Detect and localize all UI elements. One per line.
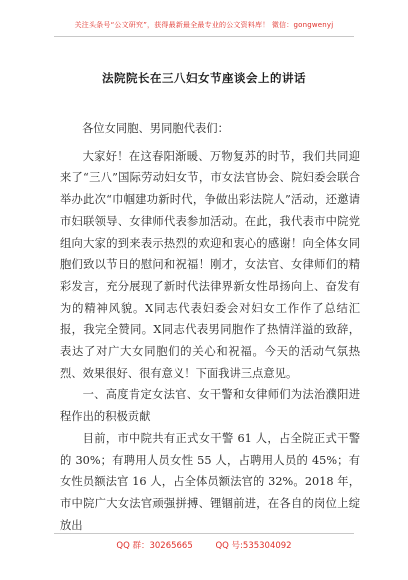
header-divider (54, 36, 354, 37)
footer-contact (0, 539, 408, 551)
footer-qq-group: QQ 群：30265665 (116, 541, 193, 551)
document-body (60, 118, 360, 536)
section-heading-1: 一、高度肯定女法官、女干警和女律师们为法治濮阳进程作出的积极贡献 (60, 388, 360, 424)
header-banner: 关注头条号“公文研究”，获得最新最全最专业的公文资料库！ 微信：gongwenyj (74, 21, 334, 29)
paragraph-statistics: 目前，市中院共有正式女干警 61 人，占全院正式干警的 30%；有聘用人员女性 55 人，占聘用人员的 45%；有女性员额法官 16 人，占全体员额法官的 32%。2018 年，市中院广大女法官顽强拼搏、锂锢前进，在各自的岗位上绽放出 (60, 431, 360, 532)
document-title: 法院院长在三八妇女节座谈会上的讲话 (102, 71, 306, 85)
paragraph-opening: 大家好！在这春阳渐暖、万物复苏的时节，我们共同迎来了“三八”国际劳动妇女节，市女法官协会、院妇委会联合举办此次“巾帼建功新时代，争做出彩法院人”活动，还邀请市妇联领导、女律师代表参加活动。在此，我代表市中院党组向大家的到来表示热烈的欢迎和衷心的感谢！向全体女同胞们致以节日的慰问和祝福！刚才，女法官、女律师们的精彩发言，充分展现了新时代法律界新女性昂扬向上、奋发有为的精神风貌。X同志代表妇委会对妇女工作作了总结汇报，我完全赞同。X同志代表男同胞作了热情洋溢的致辞，表达了对广大女同胞们的关心和祝福。今天的活动气氛热烈、效果很好、很有意义！下面我讲三点意见。 (60, 149, 360, 380)
footer-qq-number: QQ 号:535304092 (215, 541, 292, 551)
footer-divider (54, 533, 354, 534)
salutation: 各位女同胞、男同胞代表们： (82, 122, 229, 135)
